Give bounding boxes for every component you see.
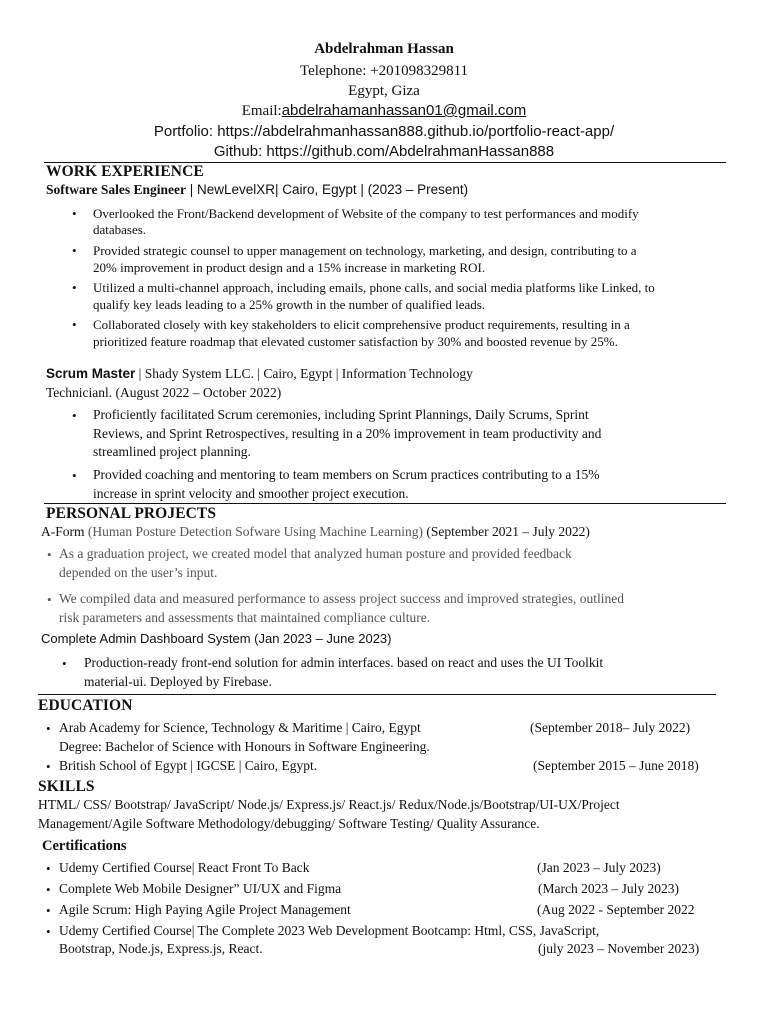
bullet-icon: • xyxy=(62,656,67,671)
bullet-icon: • xyxy=(72,408,77,423)
project1-dates: (September 2021 – July 2022) xyxy=(423,524,590,539)
certification-item: Complete Web Mobile Designer” UI/UX and Figma xyxy=(59,881,342,896)
bullet-icon: • xyxy=(72,317,77,332)
bullet-icon: • xyxy=(46,861,51,876)
certification-item: Udemy Certified Course| The Complete 2023 Web Development Bootcamp: Html, CSS, JavaScript, xyxy=(59,923,600,938)
location: Egypt, Giza xyxy=(348,83,420,99)
education1-dates: (September 2018– July 2022) xyxy=(530,720,691,735)
certification-item-continued: Bootstrap, Node.js, Express.js, React. xyxy=(59,941,263,956)
job1-meta: | NewLevelXR| Cairo, Egypt | (2023 – Present) xyxy=(186,182,469,197)
certification-dates: (Aug 2022 - September 2022 xyxy=(537,902,695,917)
job1-bullet-line: 20% improvement in product design and a 15% increase in marketing ROI. xyxy=(93,260,486,275)
job1-bullet-line: qualify key leads leading to a 25% growth in the number of qualified leads. xyxy=(93,297,486,312)
project2-bullet-line: Production-ready front-end solution for admin interfaces. based on react and uses the UI Toolkit xyxy=(84,655,604,670)
email-link[interactable]: abdelrahamanhassan01@gmail.com xyxy=(281,102,527,119)
project1-bullet-line: risk parameters and assessments that maintained compliance culture. xyxy=(59,610,431,625)
bullet-icon: • xyxy=(72,468,77,483)
projects-divider xyxy=(38,694,716,695)
job2-header xyxy=(46,366,473,382)
project1-header xyxy=(41,524,590,540)
section-title-skills: SKILLS xyxy=(38,778,95,795)
certification-dates: (March 2023 – July 2023) xyxy=(538,881,679,896)
job2-bullet-line: Provided coaching and mentoring to team members on Scrum practices contributing to a 15% xyxy=(93,467,600,482)
github-link[interactable]: Github: https://github.com/AbdelrahmanHassan888 xyxy=(213,143,555,160)
job1-bullet-line: Overlooked the Front/Backend development of Website of the company to test performances and modify xyxy=(93,206,639,221)
project1-bullet-line: depended on the user’s input. xyxy=(59,565,218,580)
bullet-icon: • xyxy=(46,924,51,939)
job2-bullet-line: streamlined project planning. xyxy=(93,444,251,459)
portfolio-link[interactable]: Portfolio: https://abdelrahmanhassan888.github.io/portfolio-react-app/ xyxy=(153,123,615,140)
bullet-icon: • xyxy=(47,547,52,562)
bullet-icon: • xyxy=(46,903,51,918)
skills-line: HTML/ CSS/ Bootstrap/ JavaScript/ Node.js/ Express.js/ React.js/ Redux/Node.js/Bootstrap/UI-UX/Project xyxy=(38,797,620,812)
job1-header xyxy=(46,182,468,198)
bullet-icon: • xyxy=(47,592,52,607)
section-title-education: EDUCATION xyxy=(38,697,133,714)
job2-bullet-line: Reviews, and Sprint Retrospectives, resulting in a 20% improvement in team productivity and xyxy=(93,426,602,441)
certification-dates: (july 2023 – November 2023) xyxy=(538,941,700,956)
certification-item: Agile Scrum: High Paying Agile Project Management xyxy=(59,902,351,917)
job2-role: Scrum Master xyxy=(46,366,136,381)
job1-bullet-line: Utilized a multi-channel approach, including emails, phone calls, and social media platforms like Linked, to xyxy=(93,280,655,295)
bullet-icon: • xyxy=(72,243,77,258)
job1-bullet-line: databases. xyxy=(93,222,147,237)
bullet-icon: • xyxy=(46,759,51,774)
job2-meta2: Technicianl. (August 2022 – October 2022) xyxy=(46,385,282,400)
certification-dates: (Jan 2023 – July 2023) xyxy=(537,860,661,875)
certification-item: Udemy Certified Course| React Front To Back xyxy=(59,860,310,875)
telephone: Telephone: +201098329811 xyxy=(299,63,469,79)
project2-bullet-line: material-ui. Deployed by Firebase. xyxy=(84,674,272,689)
job2-bullet-line: Proficiently facilitated Scrum ceremonies, including Sprint Plannings, Daily Scrums, Sprint xyxy=(93,407,589,422)
project1-desc: (Human Posture Detection Sofware Using Machine Learning) xyxy=(87,524,424,539)
job2-meta: | Shady System LLC. | Cairo, Egypt | Information Technology xyxy=(135,366,473,381)
education1-degree: Degree: Bachelor of Science with Honours in Software Engineering. xyxy=(59,739,430,754)
project1-bullet-line: As a graduation project, we created model that analyzed human posture and provided feedback xyxy=(59,546,572,561)
education2-school: British School of Egypt | IGCSE | Cairo, Egypt. xyxy=(59,758,318,773)
section-title-certifications: Certifications xyxy=(42,838,127,854)
section-title-projects: PERSONAL PROJECTS xyxy=(46,505,217,522)
bullet-icon: • xyxy=(72,280,77,295)
job1-bullet-line: Collaborated closely with key stakeholders to elicit comprehensive product requirements, resulting in a xyxy=(93,317,630,332)
skills-line: Management/Agile Software Methodology/debugging/ Software Testing/ Quality Assurance. xyxy=(38,816,540,831)
bullet-icon: • xyxy=(72,206,77,221)
job2-bullet-line: increase in sprint velocity and smoother project execution. xyxy=(93,486,409,501)
email-line xyxy=(0,102,768,120)
section-title-work: WORK EXPERIENCE xyxy=(46,163,204,180)
bullet-icon: • xyxy=(46,721,51,736)
project1-name: A-Form xyxy=(41,524,88,539)
job1-role: Software Sales Engineer xyxy=(46,182,186,197)
project2-title: Complete Admin Dashboard System (Jan 2023 – June 2023) xyxy=(41,631,392,646)
work-divider xyxy=(44,503,726,504)
job1-bullet-line: prioritized feature roadmap that elevated customer satisfaction by 30% and boosted revenue by 25%. xyxy=(93,334,618,349)
email-label: Email: xyxy=(241,103,282,119)
education2-dates: (September 2015 – June 2018) xyxy=(533,758,699,773)
project1-bullet-line: We compiled data and measured performance to assess project success and improved strategies, outlined xyxy=(59,591,624,606)
education1-school: Arab Academy for Science, Technology & Maritime | Cairo, Egypt xyxy=(59,720,421,735)
bullet-icon: • xyxy=(46,882,51,897)
job1-bullet-line: Provided strategic counsel to upper management on technology, marketing, and design, contributing to a xyxy=(93,243,637,258)
candidate-name: Abdelrahman Hassan xyxy=(314,41,454,57)
